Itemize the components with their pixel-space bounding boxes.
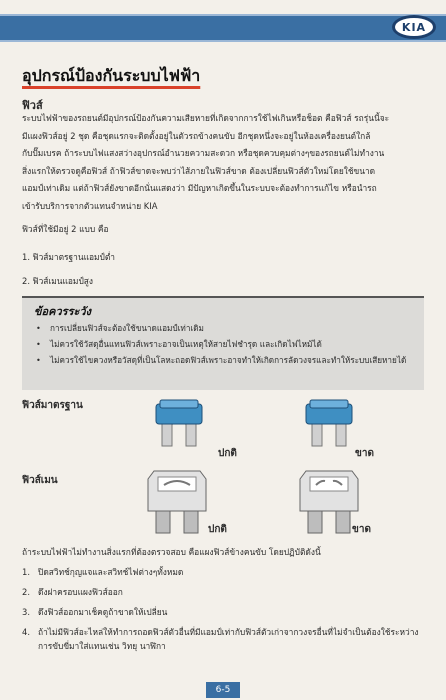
header-bar bbox=[0, 14, 446, 42]
paragraph-line: สิ่งแรกให้ตรวจดูคือฟิวส์ ถ้าฟิวส์ขาดจะพบว่าไส้ภายในฟิวส์ขาด ต้องเปลี่ยนฟิวส์ตัวใหม่โดยใช้ขนาด bbox=[22, 165, 376, 176]
caution-item-text: ไม่ควรใช้วัสดุอื่นแทนฟิวส์เพราะอาจเป็นเหตุให้สายไฟชำรุด และเกิดไฟไหม้ได้ bbox=[50, 339, 322, 349]
step-item bbox=[22, 562, 424, 582]
step-item bbox=[22, 582, 424, 602]
step-text: ปิดสวิทช์กุญแจและสวิทช์ไฟต่างๆทั้งหมด bbox=[38, 567, 184, 577]
caution-box bbox=[22, 296, 424, 390]
fuse-types-intro: ฟิวส์ที่ใช้มีอยู่ 2 แบบ คือ bbox=[22, 224, 109, 234]
caution-item-text: ไม่ควรใช้ไขควงหรือวัสดุที่เป็นโลหะถอดฟิวส์เพราะอาจทำให้เกิดการลัดวงจรและทำให้ระบบเสียหายได้ bbox=[50, 355, 407, 365]
standard-fuse-blown-image bbox=[300, 398, 360, 450]
normal-caption: ปกติ bbox=[208, 524, 227, 535]
caution-item bbox=[36, 336, 416, 352]
main-fuse-normal-image bbox=[140, 465, 214, 537]
paragraph-line: ระบบไฟฟ้าของรถยนต์มีอุปกรณ์ป้องกันความเสียหายที่เกิดจากการใช้ไฟเกินหรือช็อต คือฟิวส์ รถรุ่นนี้จะ bbox=[22, 113, 390, 123]
paragraph-line: เข้ารับบริการจากตัวแทนจำหน่าย KIA bbox=[22, 200, 158, 211]
fuse-types-list bbox=[22, 245, 115, 293]
step-text: ถ้าไม่มีฟิวส์อะไหล่ให้ทำการถอดฟิวส์ตัวอื่นที่มีแอมป์เท่ากับฟิวส์ตัวเก่าจากวงจรอื่นที่ไม่จำเป็นต้องใช้ระหว่างการขับขี่มาใส่แทนเช่น วิทยุ นาฬิกา bbox=[38, 627, 419, 651]
page-title: อุปกรณ์ป้องกันระบบไฟฟ้า bbox=[22, 66, 201, 85]
paragraph-line: มีแผงฟิวส์อยู่ 2 ชุด คือชุดแรกจะติดตั้งอยู่ในตัวรถข้างคนขับ อีกชุดหนึ่งจะอยู่ในห้องเครื่องยนต์ใกล้ bbox=[22, 130, 371, 141]
steps-intro: ถ้าระบบไฟฟ้าไม่ทำงานสิ่งแรกที่ต้องตรวจสอบ คือแผงฟิวส์ข้างคนขับ โดยปฏิบัติดังนี้ bbox=[22, 547, 321, 557]
caution-item bbox=[36, 320, 416, 336]
steps-list bbox=[22, 562, 424, 653]
intro-paragraph bbox=[22, 110, 422, 215]
step-item bbox=[22, 622, 424, 653]
caution-item bbox=[36, 352, 416, 368]
step-text: ดึงฟิวส์ออกมาเช็คดูถ้าขาดให้เปลี่ยน bbox=[38, 607, 168, 617]
kia-logo: KIA bbox=[392, 15, 436, 39]
main-fuse-label: ฟิวส์เมน bbox=[22, 475, 58, 486]
normal-caption: ปกติ bbox=[218, 448, 237, 459]
standard-fuse-label: ฟิวส์มาตรฐาน bbox=[22, 400, 83, 411]
fuse-type-item: 1. ฟิวส์มาตรฐานแอมป์ต่ำ bbox=[22, 252, 116, 262]
standard-fuse-normal-image bbox=[150, 398, 210, 450]
bullet-icon: • bbox=[36, 339, 41, 349]
blown-caption: ขาด bbox=[355, 448, 374, 459]
step-number: 2. bbox=[22, 587, 30, 597]
fuse-type-item: 2. ฟิวส์เมนแอมป์สูง bbox=[22, 276, 93, 286]
page-number: 6-5 bbox=[206, 682, 240, 698]
step-number: 3. bbox=[22, 607, 30, 617]
caution-title: ข้อควรระวัง bbox=[34, 305, 91, 318]
blown-caption: ขาด bbox=[352, 524, 371, 535]
paragraph-line: แอมป์เท่าเดิม แต่ถ้าฟิวส์ยังขาดอีกนั่นแสดงว่า มีปัญหาเกิดขึ้นในระบบจะต้องทำการแก้ไข หรือนำรถ bbox=[22, 183, 377, 193]
bullet-icon: • bbox=[36, 355, 41, 365]
paragraph-line: กับปั๊มเบรค ถ้าระบบไฟแสงสว่างอุปกรณ์อำนวยความสะดวก หรือชุดควบคุมต่างๆของรถยนต์ไม่ทำงาน bbox=[22, 148, 385, 158]
bullet-icon: • bbox=[36, 323, 41, 333]
step-number: 4. bbox=[22, 627, 30, 637]
section-subtitle: ฟิวส์ bbox=[22, 99, 43, 112]
step-number: 1. bbox=[22, 567, 30, 577]
step-item bbox=[22, 602, 424, 622]
caution-list bbox=[36, 320, 416, 368]
step-text: ดึงฝาครอบแผงฟิวส์ออก bbox=[38, 587, 123, 597]
caution-item-text: การเปลี่ยนฟิวส์จะต้องใช้ขนาดแอมป์เท่าเดิม bbox=[50, 323, 204, 333]
